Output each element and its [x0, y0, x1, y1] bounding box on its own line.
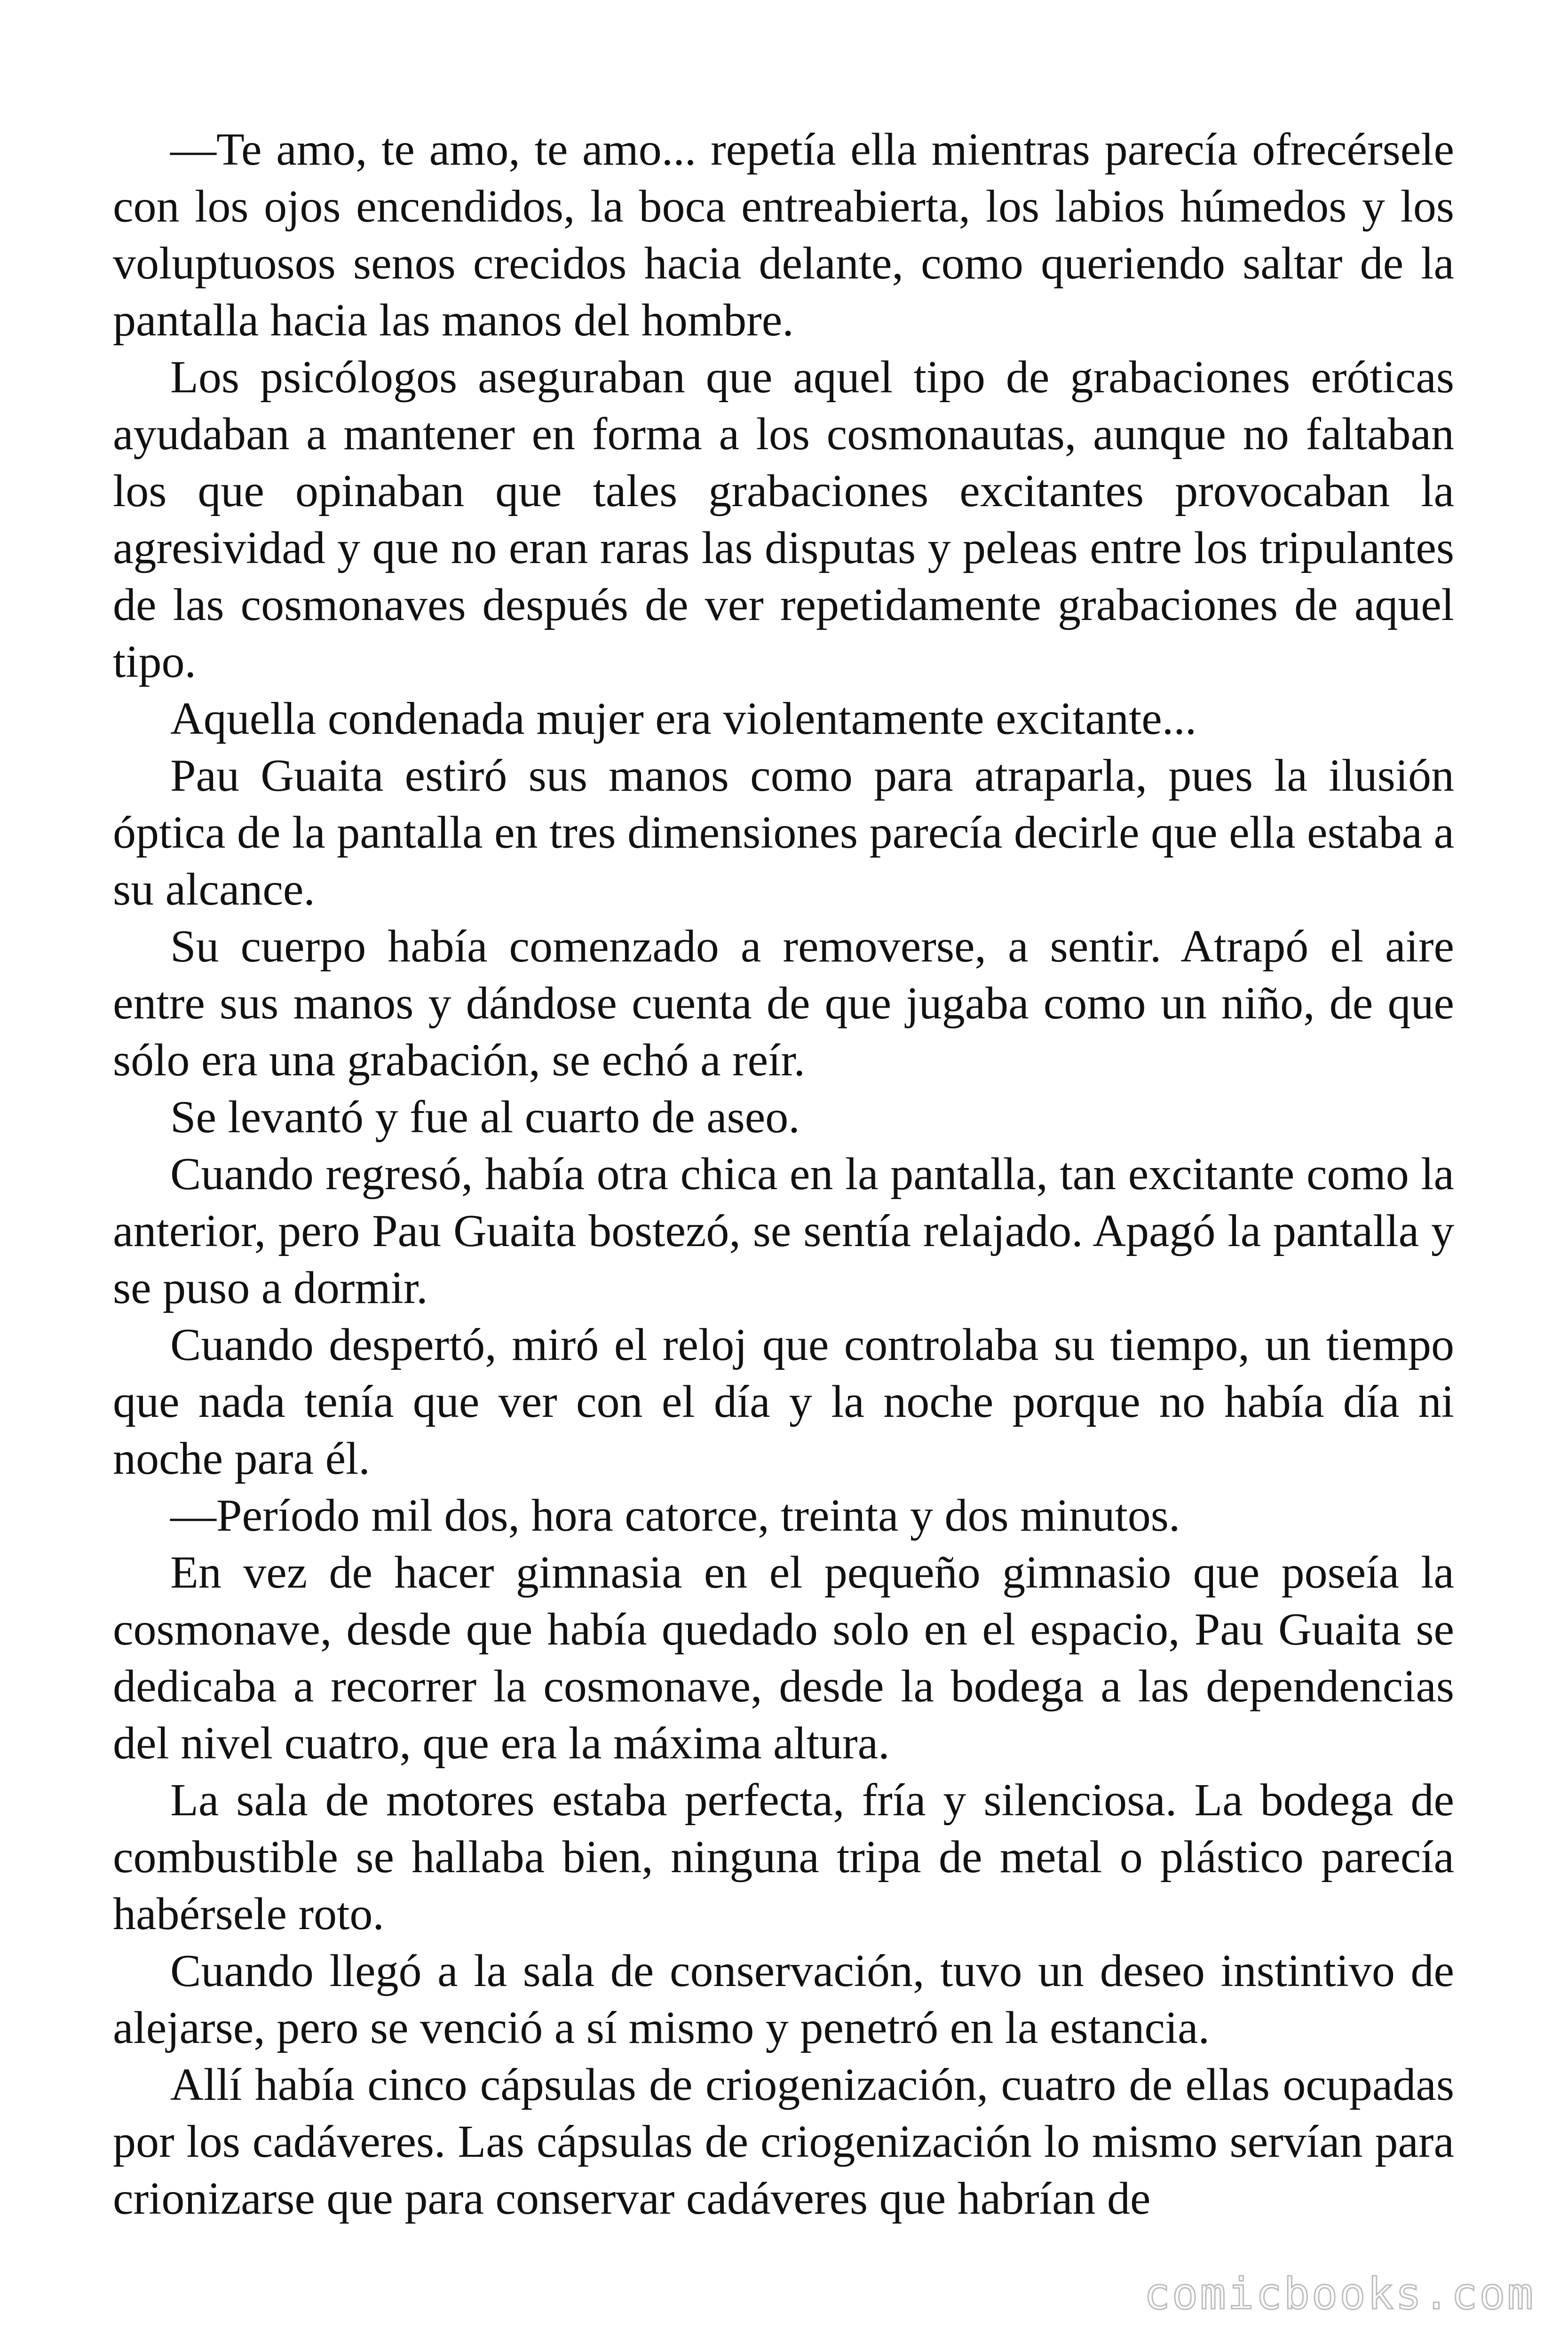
paragraph: Cuando despertó, miró el reloj que controlaba su tiempo, un tiempo que nada tenía que ver con el día y la noche porque no había día ni noche para él. [113, 1319, 1454, 1484]
paragraph: Cuando llegó a la sala de conservación, tuvo un deseo instintivo de alejarse, pero se venció a sí mismo y penetró en la estancia. [113, 1946, 1454, 2053]
paragraph: La sala de motores estaba perfecta, fría y silenciosa. La bodega de combustible se hallaba bien, ninguna tripa de metal o plástico parecía habérsele roto. [113, 1775, 1454, 1939]
paragraph: Aquella condenada mujer era violentamente excitante... [170, 693, 1197, 744]
paragraph: Su cuerpo había comenzado a removerse, a sentir. Atrapó el aire entre sus manos y dándose cuenta de que jugaba como un niño, de que sólo era una grabación, se echó a reír. [113, 921, 1454, 1086]
paragraph: Allí había cinco cápsulas de criogenización, cuatro de ellas ocupadas por los cadáveres. Las cápsulas de criogenización lo mismo servían para crionizarse que para conservar cadáveres que habrían de [113, 2059, 1454, 2224]
paragraph: —Te amo, te amo, te amo... repetía ella mientras parecía ofrecérsele con los ojos encendidos, la boca entreabierta, los labios húmedos y los voluptuosos senos crecidos hacia delante, como queriendo saltar de la pantalla hacia las manos del hombre. [113, 124, 1454, 346]
paragraph: —Período mil dos, hora catorce, treinta y dos minutos. [170, 1490, 1180, 1541]
paragraph: En vez de hacer gimnasia en el pequeño gimnasio que poseía la cosmonave, desde que había quedado solo en el espacio, Pau Guaita se dedicaba a recorrer la cosmonave, desde la bodega a las dependencias del nivel cuatro, que era la máxima altura. [113, 1547, 1454, 1769]
paragraph: Los psicólogos aseguraban que aquel tipo de grabaciones eróticas ayudaban a mantener en forma a los cosmonautas, aunque no faltaban los que opinaban que tales grabaciones excitantes provocaban la agresividad y que no eran raras las disputas y peleas entre los tripulantes de las cosmonaves después de ver repetidamente grabaciones de aquel tipo. [113, 352, 1454, 687]
paragraph: Cuando regresó, había otra chica en la pantalla, tan excitante como la anterior, pero Pau Guaita bostezó, se sentía relajado. Apagó la pantalla y se puso a dormir. [113, 1149, 1454, 1313]
body-text [113, 121, 1454, 2227]
paragraph: Pau Guaita estiró sus manos como para atraparla, pues la ilusión óptica de la pantalla en tres dimensiones parecía decirle que ella estaba a su alcance. [113, 750, 1454, 915]
paragraph: Se levantó y fue al cuarto de aseo. [170, 1092, 800, 1143]
watermark: comicbooks.com [1144, 2269, 1535, 2319]
